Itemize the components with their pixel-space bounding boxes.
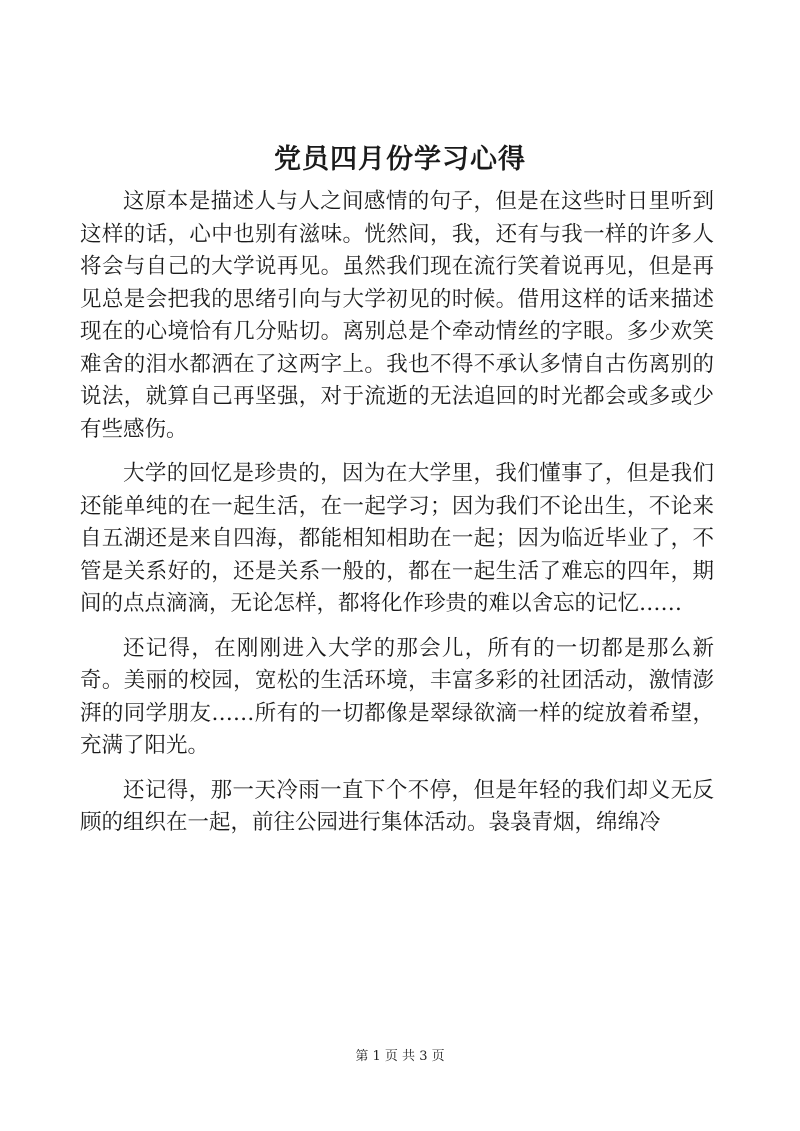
paragraph: 大学的回忆是珍贵的，因为在大学里，我们懂事了，但是我们还能单纯的在一起生活，在一起学习；因为我们不论出生，不论来自五湖还是来自四海，都能相知相助在一起；因为临近毕业了，不管是关系好的，还是关系一般的，都在一起生活了难忘的四年，期间的点点滴滴，无论怎样，都将化作珍贵的难以舍忘的记忆…… (80, 461, 714, 616)
paragraph: 这原本是描述人与人之间感情的句子，但是在这些时日里听到这样的话，心中也别有滋味。恍然间，我，还有与我一样的许多人将会与自己的大学说再见。虽然我们现在流行笑着说再见，但是再见总是会把我的思绪引向与大学初见的时候。借用这样的话来描述现在的心境恰有几分贴切。离别总是个牵动情丝的字眼。多少欢笑难舍的泪水都洒在了这两字上。我也不得不承认多情自古伤离别的说法，就算自己再坚强，对于流逝的无法追回的时光都会或多或少有些感伤。 (80, 189, 714, 442)
paragraph: 还记得，那一天冷雨一直下个不停，但是年轻的我们却义无反顾的组织在一起，前往公园进行集体活动。袅袅青烟，绵绵冷 (80, 777, 714, 835)
page-footer: 第 1 页 共 3 页 (355, 1049, 445, 1064)
document-body (80, 186, 714, 852)
document-title: 党员四月份学习心得 (274, 144, 526, 175)
paragraph: 还记得，在刚刚进入大学的那会儿，所有的一切都是那么新奇。美丽的校园，宽松的生活环境，丰富多彩的社团活动，激情澎湃的同学朋友……所有的一切都像是翠绿欲滴一样的绽放着希望，充满了阳光。 (80, 635, 714, 758)
